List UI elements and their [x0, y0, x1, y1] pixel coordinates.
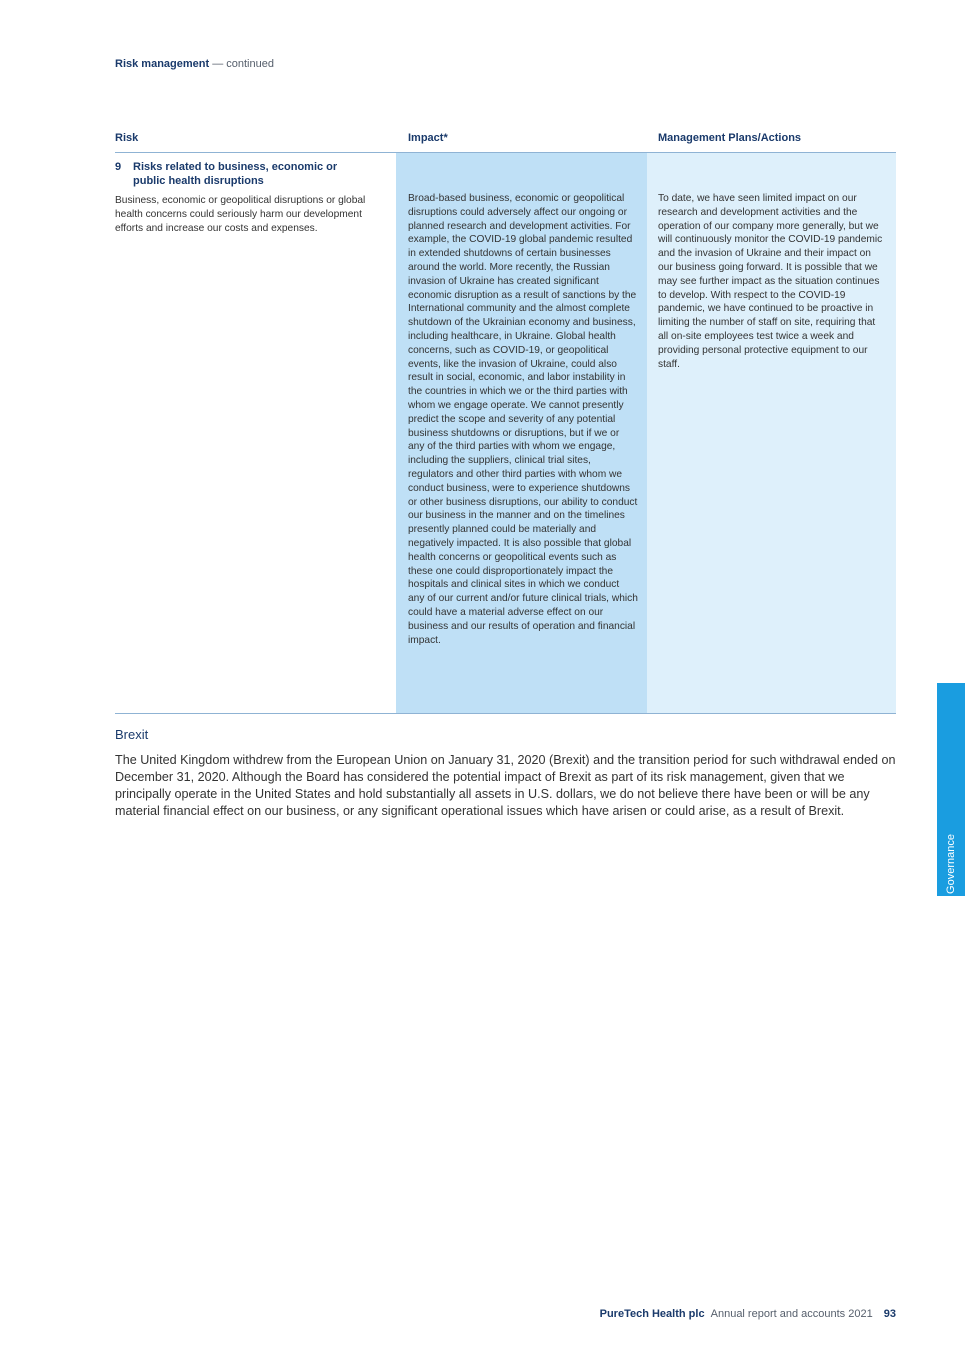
section-title: Risk management [115, 58, 210, 70]
column-header-risk: Risk [115, 132, 139, 144]
page-number: 93 [883, 1308, 896, 1320]
brexit-heading: Brexit [115, 727, 149, 742]
brexit-body: The United Kingdom withdrew from the European Union on January 31, 2020 (Brexit) and the transition period for such withdrawal ended on December 31, 2020. Although the Board has considered the potential impact of Brexit as part of its risk management, given that we principally operate in the United States and hold substantially all assets in U.S. dollars, we do not believe there have been or will be any material financial effect on our business, or any significant operational issues which have arisen or could arise, as a result of Brexit. [115, 753, 896, 818]
section-continued: — continued [209, 58, 274, 70]
column-header-management: Management Plans/Actions [658, 132, 802, 144]
section-header [115, 58, 274, 70]
page-footer [600, 1308, 896, 1320]
management-text: To date, we have seen limited impact on our research and development activities and the operation of our company more generally, but we will continuously monitor the COVID-19 pandemic and the invasion of Ukraine and their impact on our business going forward. It is possible that we may see further impact as the situation continues to develop. With respect to the COVID-19 pandemic, we have continued to be proactive in limiting the number of staff on site, requiring that all on-site employees test twice a week and providing personal protective equipment to our staff. [658, 193, 883, 370]
table-header-row [115, 128, 896, 153]
risk-number: 9 [115, 161, 122, 173]
column-header-impact: Impact* [408, 132, 448, 144]
footer-company: PureTech Health plc [599, 1308, 705, 1320]
governance-side-tab[interactable] [937, 683, 965, 896]
impact-text: Broad-based business, economic or geopolitical disruptions could adversely affect our ongoing or planned research and development activities. For example, the COVID-19 global pandemic resulted in extended shutdowns of certain businesses around the world. More recently, the Russian invasion of Ukraine has created significant economic disruption as a result of sanctions by the International community and the almost complete shutdown of the Ukrainian economy and business, including healthcare, in Ukraine. Global health concerns, such as COVID-19, or geopolitical events, like the invasion of Ukraine, could also result in social, economic, and labor instability in the countries in which we or the third parties with whom we engage operate. We cannot presently predict the scope and severity of any potential business shutdowns or disruptions, but if we or any of the third parties with whom we engage, including the suppliers, clinical trial sites, regulators and other third parties with whom we conduct business, were to experience shutdowns or other business disruptions, our ability to conduct our business in the manner and on the timelines presently planned could be materially and negatively impacted. It is also possible that global health concerns or geopolitical events such as these one could disproportionately impact the hospitals and clinical sites in which we conduct any of our current and/or future clinical trials, which could have a material adverse effect on our business and our results of operation and financial impact. [408, 193, 638, 646]
side-tab-label: Governance [945, 834, 957, 894]
risk-description: Business, economic or geopolitical disruptions or global health concerns could seriously harm our development efforts and increase our costs and expenses. [115, 195, 366, 234]
risk-title-text: Risks related to business, economic or public health disruptions [133, 161, 338, 187]
footer-report: Annual report and accounts 2021 [710, 1308, 873, 1320]
risk-table [115, 128, 896, 714]
table-row [115, 153, 896, 714]
